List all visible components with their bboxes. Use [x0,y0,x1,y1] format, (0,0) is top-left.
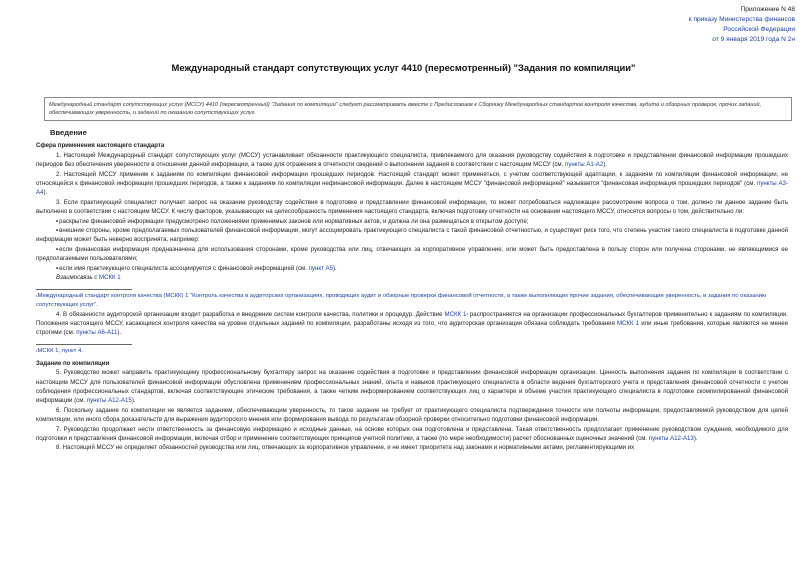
list-item: •раскрытие финансовой информации предусмотрено положениями применимых законов или нормативных актов, и должна ли она размещаться в открытом доступе; [56,217,529,225]
footnote-1-link[interactable]: Международный стандарт контроля качества (МСКК) 1 "Контроль качества в аудиторских организациях, проводящих аудит и обзорные проверки финансовой отчетности, а также выполняющих прочие задания, обеспечивающие уверенность, и задания по оказанию сопутствующих услуг" [36,292,767,308]
paragraph-4-ref-link[interactable]: пункты А6-А11 [76,329,118,337]
appendix-label: Приложение N 48 [740,6,795,13]
bullet-icon: • [56,217,59,225]
paragraph-7: 7. Руководство продолжает нести ответственность за финансовую информацию и исходные данные, на основе которых она подготовлена и представлена. Такая ответственность предполагает применение руководством суждения, необходимого для подготовки и представления финансовой информации, включая отбор и применение соответствующих принципов учетной политики, а также (по мере необходимости) расчет обоснованных оценочных значений (см. пункты А12-А13). [36,425,788,442]
document-title: Международный стандарт сопутствующих услуг 4410 (пересмотренный) "Задания по компиляции" [171,62,636,73]
footnote-2: $^{^1}$МСКК 1, пункт 4. [36,347,83,354]
paragraph-4-mskk-link-2[interactable]: МСКК 1 [616,319,640,327]
country-link[interactable]: Российской Федерации [723,26,795,33]
bullet-icon: • [56,245,59,253]
paragraph-8: 8. Настоящий МССУ не определяет обязанностей руководства или лиц, отвечающих за корпоративное управление, и не имеет приоритета над законами и нормативными актами, регламентирующими их [56,444,635,452]
footnote-divider [36,344,132,345]
footnote-2-link[interactable]: МСКК 1, пункт 4 [37,347,82,354]
order-link[interactable]: к приказу Министерства финансов [688,16,795,23]
note-box: Международный стандарт сопутствующих услуг (МССУ) 4410 (пересмотренный) "Задания по компиляции" следует рассматривать вместе с Предисловием к Сборнику Международных стандартов контроля качества, аудита и обзорных проверок, прочих заданий, обеспечивающих уверенность, и заданий по оказанию сопутствующих услуг. [44,97,792,121]
paragraph-4-mskk-link[interactable]: МСКК 1 [444,310,467,318]
mskk-link[interactable]: МСКК 1 [99,274,121,282]
paragraph-1: 1. Настоящий Международный стандарт сопутствующих услуг (МССУ) устанавливает обязанности практикующего специалиста, привлекаемого для оказания руководству содействия в подготовке и представлении финансовой информации прошедших периодов без обеспечения уверенности в отношении данной информации, а также для отражения в отчетности сведений о выполнении задания в соответствии с настоящим МССУ (см. пункты А1-А2). [36,151,788,169]
date-link[interactable]: от 9 января 2019 года N 2н [712,36,795,43]
see-also: Взаимосвязь с МСКК 1 [56,274,121,282]
compilation-heading: Задание по компиляции [36,359,110,367]
paragraph-6: 6. Поскольку задание по компиляции не является заданием, обеспечивающим уверенность, то такое задание не требует от практикующего специалиста подтверждения точности или полноты информации, предоставляемой руководством для целей компиляции, или иного сбора доказательств для выражения аудиторского мнения или формирования вывода по результатам обзорной проверки относительно подготовки финансовой информации. [36,406,788,424]
scope-heading: Сфера применения настоящего стандарта [36,142,165,150]
document-body [36,128,788,453]
footnote-1: $^{^1}$Международный стандарт контроля качества (МСКК) 1 "Контроль качества в аудиторских организациях, проводящих аудит и обзорные проверки финансовой отчетности, а также выполняющих прочие задания, обеспечивающие уверенность, и задания по оказанию сопутствующих услуг". [36,292,767,308]
list-item: •если имя практикующего специалиста ассоциируется с финансовой информацией (см. пункт А5). [56,264,337,272]
intro-heading: Введение [50,128,87,137]
appendix-header [689,5,795,45]
paragraph-7-ref-link[interactable]: пункты А12-А13 [648,434,694,442]
list-item: •если финансовая информация предназначена для использования сторонами, кроме руководства или лиц, отвечающих за корпоративное управление, или может быть предоставлена в пользу сторон или получена сторонами, не являющимися ее предполагаемыми пользователями; [36,245,788,263]
bullet-icon: • [56,227,59,235]
bullet-icon: • [56,264,59,272]
paragraph-3: 3. Если практикующий специалист получает запрос на оказание руководству содействия в подготовке и представлении финансовой информации, то может потребоваться надлежащее рассмотрение вопроса о том, должно ли данное задание быть выполнено в соответствии с настоящим МССУ. К числу факторов, указывающих на целесообразность применения настоящего стандарта, включая подготовку отчетности на основании настоящего МССУ, относятся вопросы о том, действительно ли: [36,198,788,216]
paragraph-5: 5. Руководство может направить практикующему профессиональному бухгалтеру запрос на оказание содействия в подготовке и представлении финансовой информации организации. Ценность выполнения задания по компиляции в соответствии с настоящим МССУ для пользователей финансовой информации обусловлена применением профессиональных знаний, опыта и навыков практикующего специалиста в области ведения бухгалтерского учета и представления финансовой отчетности с учетом соблюдения профессиональных стандартов, включая соответствующие этические требования, а также четким информированием соответствующих лиц о характере и объеме участия практикующего специалиста в подготовке скомпилированной финансовой информации (см. пункты А12-А15). [36,369,788,405]
list-item: •внешние стороны, кроме предполагаемых пользователей финансовой информации, могут ассоциировать практикующего специалиста с такой финансовой отчетностью, и существует риск того, что степень участия такого специалиста в подготовке данной информации может быть неверно воспринята, например: [36,227,788,244]
paragraph-a5-ref-link[interactable]: пункт А5 [308,264,333,272]
paragraph-5-ref-link[interactable]: пункты А12-А15 [86,397,132,405]
footnote-divider [36,289,132,290]
paragraph-4: 4. В обязанности аудиторской организации входит разработка и внедрение систем контроля качества, политики и процедур. Действие МСКК $1^{^1}$ распространяется на организации профессиональных бухгалтеров применительно к заданиям по компиляции. Положения настоящего МССУ, касающиеся контроля качества на уровне отдельных заданий по компиляции, разработаны исходя из того, что аудиторская организация обязана соблюдать требования МСКК 1 или иные требования, которые являются не менее строгими (см. пункты А6-А11). [36,310,789,337]
paragraph-1-ref-link[interactable]: пункты А1-А2 [565,161,604,169]
paragraph-2-ref-link[interactable]: пункты А3-А4 [36,180,788,197]
paragraph-2: 2. Настоящий МССУ применим к заданиям по компиляции финансовой информации прошедших периодов. Настоящий стандарт может применяться, с учетом соответствующей адаптации, к заданиям по компиляции финансовой информации, не относящейся к финансовой информации прошедших периодов, а также к заданиям по компиляции нефинансовой информации. Далее в настоящем МССУ "финансовой информацией" называется "финансовая информация прошедших периодов" (см. пункты А3-А4). [36,170,788,197]
